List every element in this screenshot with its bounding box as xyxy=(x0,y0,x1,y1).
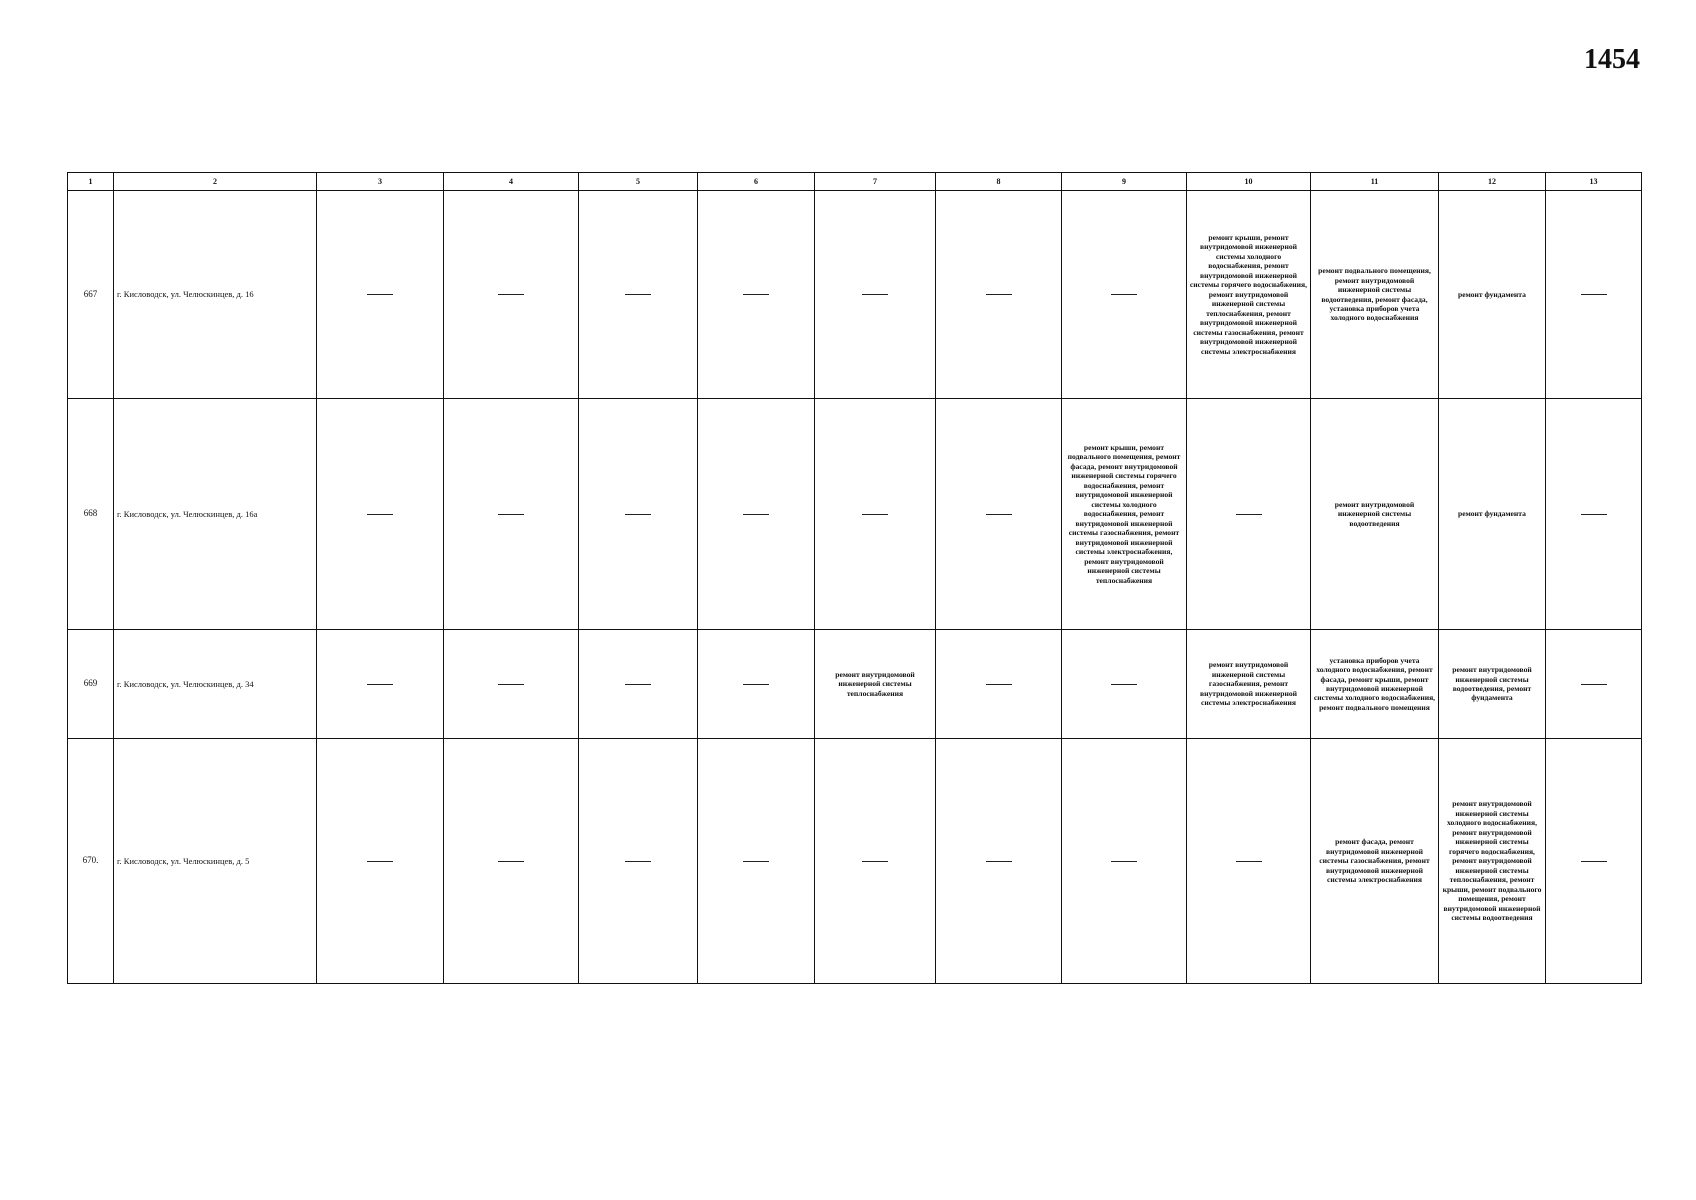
header-row xyxy=(68,173,1642,191)
empty-cell xyxy=(936,630,1062,739)
empty-cell xyxy=(579,739,698,984)
dash-mark xyxy=(1236,514,1262,515)
empty-cell xyxy=(317,191,444,399)
dash-mark xyxy=(625,294,651,295)
work-description: ремонт внутридомовой инженерной системы теплоснабжения xyxy=(815,630,936,739)
dash-mark xyxy=(367,861,393,862)
dash-mark xyxy=(498,514,524,515)
column-header: 11 xyxy=(1311,173,1439,191)
dash-mark xyxy=(862,514,888,515)
row-number: 667 xyxy=(68,191,114,399)
empty-cell xyxy=(698,630,815,739)
work-description: ремонт фундамента xyxy=(1439,191,1546,399)
empty-cell xyxy=(1187,399,1311,630)
empty-cell xyxy=(936,191,1062,399)
empty-cell xyxy=(317,739,444,984)
dash-mark xyxy=(1581,684,1607,685)
empty-cell xyxy=(936,739,1062,984)
empty-cell xyxy=(1062,739,1187,984)
empty-cell xyxy=(579,630,698,739)
dash-mark xyxy=(1111,861,1137,862)
dash-mark xyxy=(367,294,393,295)
empty-cell xyxy=(444,630,579,739)
row-number: 669 xyxy=(68,630,114,739)
table-row xyxy=(68,739,1642,984)
work-description: ремонт крыши, ремонт подвального помещения, ремонт фасада, ремонт внутридомовой инженерной системы горячего водоснабжения, ремонт внутридомовой инженерной системы холодного водоснабжения, ремонт внутридомовой инженерной системы газоснабжения, ремонт внутридомовой инженерной системы электроснабжения, ремонт внутридомовой инженерной системы теплоснабжения xyxy=(1062,399,1187,630)
dash-mark xyxy=(986,294,1012,295)
empty-cell xyxy=(444,191,579,399)
work-description: ремонт внутридомовой инженерной системы холодного водоснабжения, ремонт внутридомовой инженерной системы горячего водоснабжения, ремонт внутридомовой инженерной системы теплоснабжения, ремонт крыши, ремонт подвального помещения, ремонт внутридомовой инженерной системы водоотведения xyxy=(1439,739,1546,984)
column-header: 3 xyxy=(317,173,444,191)
column-header: 7 xyxy=(815,173,936,191)
dash-mark xyxy=(625,861,651,862)
column-header: 4 xyxy=(444,173,579,191)
column-header: 12 xyxy=(1439,173,1546,191)
row-number: 670. xyxy=(68,739,114,984)
dash-mark xyxy=(1236,861,1262,862)
dash-mark xyxy=(367,684,393,685)
empty-cell xyxy=(815,739,936,984)
table-row xyxy=(68,191,1642,399)
work-description: ремонт подвального помещения, ремонт внутридомовой инженерной системы водоотведения, ремонт фасада, установка приборов учета холодного водоснабжения xyxy=(1311,191,1439,399)
dash-mark xyxy=(986,861,1012,862)
row-address: г. Кисловодск, ул. Челюскинцев, д. 5 xyxy=(114,739,317,984)
dash-mark xyxy=(1111,684,1137,685)
work-description: ремонт внутридомовой инженерной системы водоотведения, ремонт фундамента xyxy=(1439,630,1546,739)
dash-mark xyxy=(986,514,1012,515)
work-description: ремонт фундамента xyxy=(1439,399,1546,630)
empty-cell xyxy=(579,399,698,630)
dash-mark xyxy=(1581,514,1607,515)
works-table xyxy=(67,172,1642,984)
table-row xyxy=(68,399,1642,630)
empty-cell xyxy=(1546,191,1642,399)
work-description: установка приборов учета холодного водоснабжения, ремонт фасада, ремонт крыши, ремонт внутридомовой инженерной системы холодного водоснабжения, ремонт подвального помещения xyxy=(1311,630,1439,739)
dash-mark xyxy=(743,861,769,862)
column-header: 1 xyxy=(68,173,114,191)
work-description: ремонт внутридомовой инженерной системы водоотведения xyxy=(1311,399,1439,630)
column-header: 13 xyxy=(1546,173,1642,191)
row-address: г. Кисловодск, ул. Челюскинцев, д. 16а xyxy=(114,399,317,630)
dash-mark xyxy=(743,294,769,295)
row-address: г. Кисловодск, ул. Челюскинцев, д. 16 xyxy=(114,191,317,399)
empty-cell xyxy=(1062,630,1187,739)
column-header: 10 xyxy=(1187,173,1311,191)
work-description: ремонт внутридомовой инженерной системы газоснабжения, ремонт внутридомовой инженерной системы электроснабжения xyxy=(1187,630,1311,739)
dash-mark xyxy=(743,684,769,685)
page-number: 1454 xyxy=(1584,44,1640,75)
dash-mark xyxy=(862,294,888,295)
dash-mark xyxy=(625,514,651,515)
empty-cell xyxy=(698,399,815,630)
empty-cell xyxy=(317,630,444,739)
column-header: 5 xyxy=(579,173,698,191)
row-number: 668 xyxy=(68,399,114,630)
work-description: ремонт крыши, ремонт внутридомовой инженерной системы холодного водоснабжения, ремонт внутридомовой инженерной системы горячего водоснабжения, ремонт внутридомовой инженерной системы теплоснабжения, ремонт внутридомовой инженерной системы газоснабжения, ремонт внутридомовой инженерной системы электроснабжения xyxy=(1187,191,1311,399)
dash-mark xyxy=(367,514,393,515)
column-header: 6 xyxy=(698,173,815,191)
empty-cell xyxy=(936,399,1062,630)
empty-cell xyxy=(698,739,815,984)
empty-cell xyxy=(444,399,579,630)
column-header: 2 xyxy=(114,173,317,191)
dash-mark xyxy=(743,514,769,515)
dash-mark xyxy=(498,294,524,295)
dash-mark xyxy=(498,684,524,685)
dash-mark xyxy=(862,861,888,862)
empty-cell xyxy=(815,191,936,399)
dash-mark xyxy=(625,684,651,685)
empty-cell xyxy=(815,399,936,630)
dash-mark xyxy=(986,684,1012,685)
empty-cell xyxy=(579,191,698,399)
empty-cell xyxy=(1546,630,1642,739)
empty-cell xyxy=(1546,739,1642,984)
work-description: ремонт фасада, ремонт внутридомовой инженерной системы газоснабжения, ремонт внутридомовой инженерной системы электроснабжения xyxy=(1311,739,1439,984)
dash-mark xyxy=(1581,861,1607,862)
empty-cell xyxy=(444,739,579,984)
table-row xyxy=(68,630,1642,739)
dash-mark xyxy=(498,861,524,862)
empty-cell xyxy=(1187,739,1311,984)
dash-mark xyxy=(1111,294,1137,295)
column-header: 8 xyxy=(936,173,1062,191)
empty-cell xyxy=(1546,399,1642,630)
empty-cell xyxy=(698,191,815,399)
empty-cell xyxy=(1062,191,1187,399)
column-header: 9 xyxy=(1062,173,1187,191)
row-address: г. Кисловодск, ул. Челюскинцев, д. 34 xyxy=(114,630,317,739)
dash-mark xyxy=(1581,294,1607,295)
empty-cell xyxy=(317,399,444,630)
